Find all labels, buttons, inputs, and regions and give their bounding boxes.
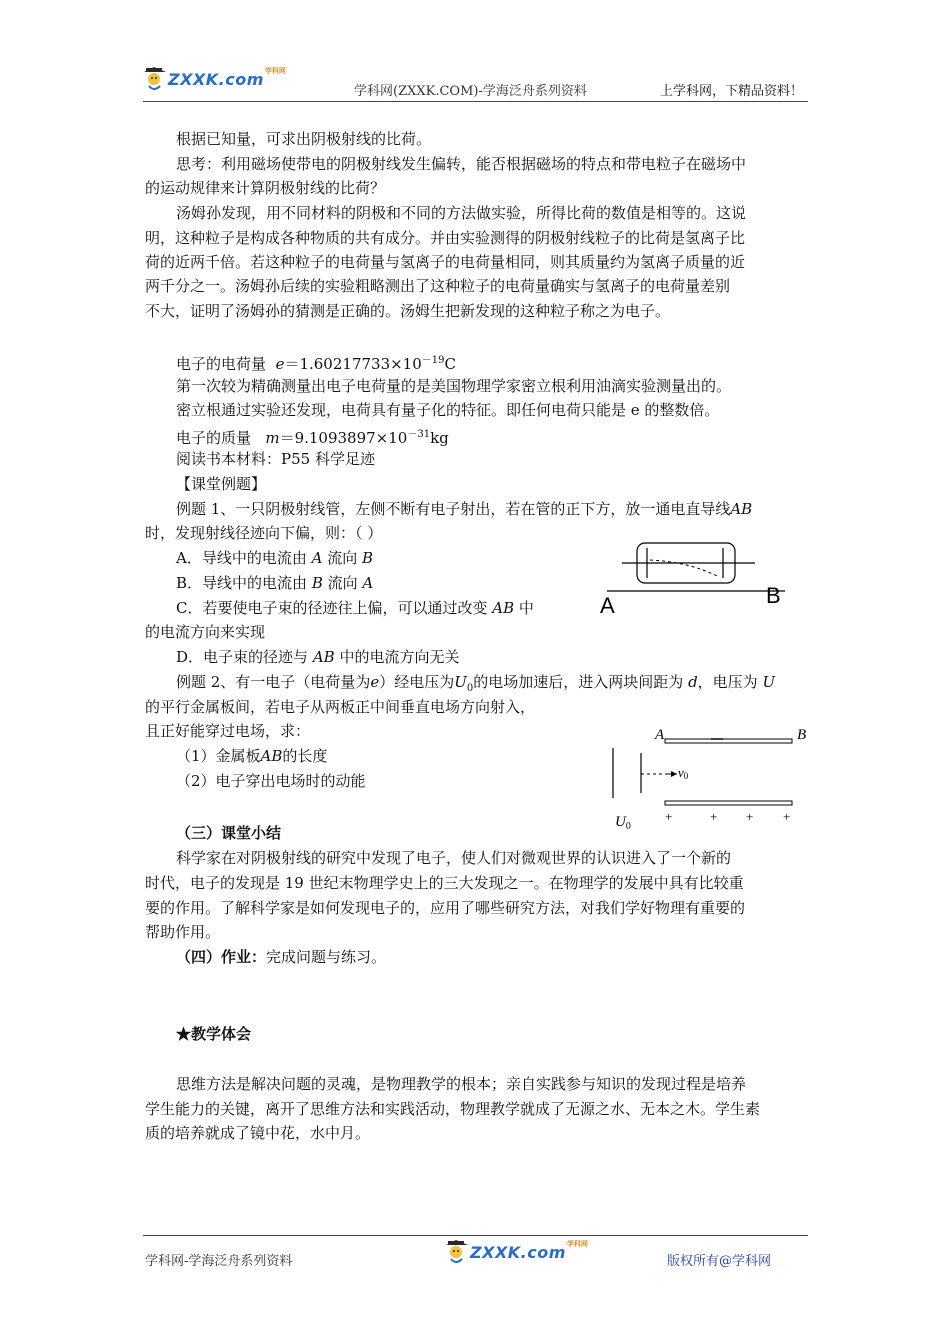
logo-sub: 学科网	[566, 1240, 588, 1248]
paragraph: 两千分之一。汤姆孙后续的实验粗略测出了这种粒子的电荷量确实与氢离子的电荷量差别	[145, 277, 731, 295]
paragraph: 汤姆孙发现，用不同材料的阴极和不同的方法做实验，所得比荷的数值是相等的。这说	[176, 204, 747, 222]
paragraph: 帮助作用。	[145, 923, 221, 941]
option-c: C．若要使电子束的径迹往上偏，可以通过改变 AB 中	[176, 599, 534, 617]
question-1: （1）金属板AB的长度	[176, 747, 328, 765]
plus-sign: +	[665, 809, 673, 824]
paragraph: 要的作用。了解科学家是如何发现电子的，应用了哪些研究方法，对我们学好物理有重要的	[145, 899, 746, 917]
logo-text: ZXXK.com	[168, 69, 264, 89]
option-b: B．导线中的电流由 B 流向 A	[176, 574, 374, 592]
logo-sub: 学科网	[264, 67, 286, 75]
reflection-heading: ★教学体会	[176, 1025, 252, 1043]
wire-label-b: B	[766, 583, 781, 608]
paragraph: 阅读书本材料：P55 科学足迹	[176, 450, 375, 468]
header-logo	[142, 66, 286, 92]
question-2: （2）电子穿出电场时的动能	[176, 772, 366, 790]
option-d: D．电子束的径迹与 AB 中的电流方向无关	[176, 648, 460, 666]
example-2-line: 的平行金属板间，若电子从两板正中间垂直电场方向射入，	[145, 698, 536, 716]
footer-logo	[444, 1239, 588, 1265]
example-2-line: 例题 2、有一电子（电荷量为e）经电压为$U_0$的电场加速后，进入两块间距为 d，电压为 U	[176, 673, 776, 694]
figure-cathode-tube	[595, 535, 795, 615]
logo-mascot-icon	[142, 66, 168, 92]
header-center-text: 学科网(ZXXK.COM)-学海泛舟系列资料	[354, 84, 587, 99]
option-c-cont: 的电流方向来实现	[145, 623, 266, 641]
summary-heading: （三）课堂小结	[176, 824, 282, 842]
plate-label-b: B	[797, 727, 807, 743]
example-2-line: 且正好能穿过电场，求：	[145, 722, 311, 740]
velocity-label: v0	[678, 765, 689, 781]
wire-label-a: A	[600, 593, 615, 615]
homework-line: （四）作业：完成问题与练习。	[176, 948, 387, 966]
paragraph: 密立根通过实验还发现，电荷具有量子化的特征。即任何电荷只能是 e 的整数倍。	[176, 401, 720, 419]
figure-parallel-plates	[605, 722, 815, 832]
example-1-line: 时，发现射线径迹向下偏，则：（ ）	[145, 524, 383, 542]
paragraph: 学生能力的关键，离开了思维方法和实践活动，物理教学就成了无源之水、无本之木。学生素	[145, 1100, 761, 1118]
voltage-label: $U_0$	[615, 814, 631, 832]
paragraph: 时代，电子的发现是 19 世纪末物理学史上的三大发现之一。在物理学的发展中具有比较重	[145, 874, 744, 892]
paragraph: 思考：利用磁场使带电的阴极射线发生偏转，能否根据磁场的特点和带电粒子在磁场中	[176, 155, 747, 173]
option-a: A．导线中的电流由 A 流向 B	[176, 549, 374, 567]
footer-divider	[143, 1235, 808, 1236]
plus-sign: +	[783, 809, 791, 824]
paragraph: 质的培养就成了镜中花，水中月。	[145, 1124, 371, 1142]
plate-label-a: A	[655, 727, 665, 743]
electron-mass-line: 电子的质量 $m=9.1093897\times 10^{-31}kg$	[176, 429, 449, 447]
paragraph: 不大，证明了汤姆孙的猜测是正确的。汤姆生把新发现的这种粒子称之为电子。	[145, 302, 671, 320]
example-1-line: 例题 1、一只阴极射线管，左侧不断有电子射出，若在管的正下方，放一通电直导线AB	[176, 500, 753, 518]
logo-mascot-icon	[444, 1239, 470, 1265]
section-heading: 【课堂例题】	[176, 475, 267, 493]
logo-text: ZXXK.com	[470, 1242, 566, 1262]
footer-copyright-link[interactable]: 版权所有@学科网	[667, 1254, 772, 1269]
header-divider	[143, 101, 808, 102]
paragraph: 的运动规律来计算阴极射线的比荷？	[145, 179, 386, 197]
paragraph: 科学家在对阴极射线的研究中发现了电子，使人们对微观世界的认识进入了一个新的	[176, 849, 732, 867]
header-right-text: 上学科网，下精品资料！	[660, 84, 804, 99]
paragraph: 思维方法是解决问题的灵魂，是物理教学的根本；亲自实践参与知识的发现过程是培养	[176, 1075, 747, 1093]
plus-sign: +	[746, 809, 754, 824]
paragraph: 第一次较为精确测量出电子电荷量的是美国物理学家密立根利用油滴实验测量出的。	[176, 377, 732, 395]
footer-left-text: 学科网-学海泛舟系列资料	[145, 1254, 293, 1269]
paragraph: 荷的近两千倍。若这种粒子的电荷量与氢离子的电荷量相同，则其质量约为氢离子质量的近	[145, 253, 746, 271]
electron-charge-line: 电子的电荷量 $e=1.60217733\times 10^{-19}C$	[176, 355, 456, 373]
paragraph: 根据已知量，可求出阴极射线的比荷。	[176, 130, 432, 148]
plus-sign: +	[710, 809, 718, 824]
paragraph: 明，这种粒子是构成各种物质的共有成分。并由实验测得的阴极射线粒子的比荷是氢离子比	[145, 229, 746, 247]
